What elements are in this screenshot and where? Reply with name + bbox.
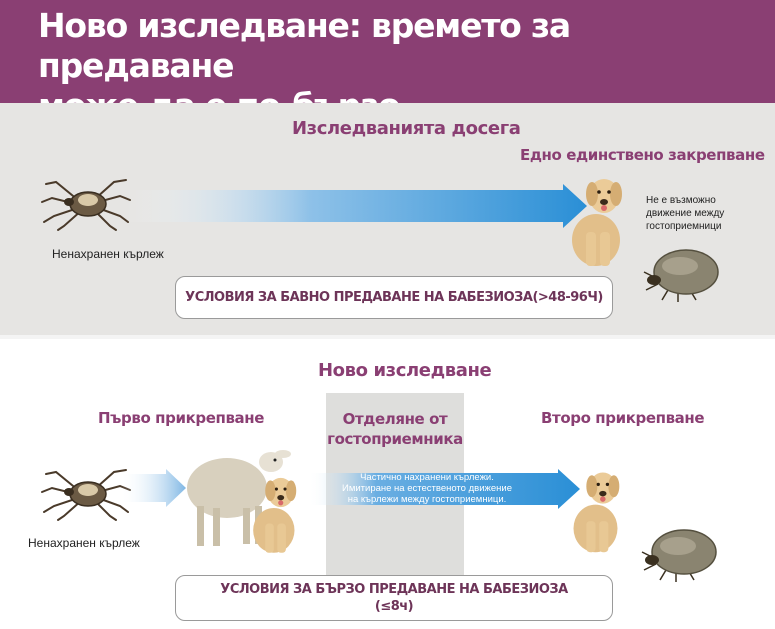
- detachment-label: [326, 409, 464, 449]
- no-movement-note-line-1: Не е възможно: [646, 195, 716, 206]
- no-movement-note-line-3: гостоприемници: [646, 221, 722, 232]
- detachment-label-line-2: гостоприемника: [327, 430, 463, 448]
- fast-transmission-text-line-2: (≤8ч): [374, 599, 414, 614]
- previous-studies-title: Изследванията досега: [292, 118, 521, 139]
- arrow-explanation: [322, 472, 532, 505]
- slow-transmission-text: УСЛОВИЯ ЗА БАВНО ПРЕДАВАНЕ НА БАБЕЗИОЗА(>48-96Ч): [185, 290, 603, 305]
- header-banner: [0, 0, 775, 103]
- fast-transmission-text-line-1: УСЛОВИЯ ЗА БЪРЗО ПРЕДАВАНЕ НА БАБЕЗИОЗА: [220, 582, 568, 597]
- tick-icon: [38, 170, 133, 232]
- dog-icon: [568, 462, 634, 560]
- engorged-tick-icon: [638, 242, 726, 304]
- new-study-title: Ново изследване: [318, 360, 492, 381]
- first-attachment-label: Първо прикрепване: [98, 409, 265, 427]
- no-movement-note-line-2: движение между: [646, 208, 725, 219]
- transmission-arrow-top: [125, 184, 587, 228]
- second-attachment-label: Второ прикрепване: [541, 409, 705, 427]
- arrow-explanation-line-1: Частично нахранени кърлежи.: [360, 472, 494, 483]
- detachment-label-line-1: Отделяне от: [342, 410, 448, 428]
- transmission-arrow-first: [120, 469, 186, 507]
- fast-transmission-condition: [175, 575, 613, 621]
- tick-icon: [38, 460, 133, 522]
- dog-icon: [566, 172, 638, 270]
- arrow-explanation-line-3: на кърлежи между гостоприемници.: [347, 494, 507, 505]
- page-title-line-1: Ново изследване: времето за предаване: [38, 6, 570, 85]
- section-divider: [0, 335, 775, 339]
- unfed-tick-label-bottom: Ненахранен кърлеж: [28, 536, 140, 550]
- arrow-explanation-line-2: Имитиране на естественото движение: [342, 483, 512, 494]
- engorged-tick-icon: [636, 522, 724, 584]
- no-movement-note: [646, 194, 724, 233]
- dog-icon: [248, 466, 310, 562]
- unfed-tick-label-top: Ненахранен кърлеж: [52, 247, 164, 261]
- slow-transmission-condition: [175, 276, 613, 319]
- single-attachment-label: Едно единствено закрепване: [520, 146, 765, 164]
